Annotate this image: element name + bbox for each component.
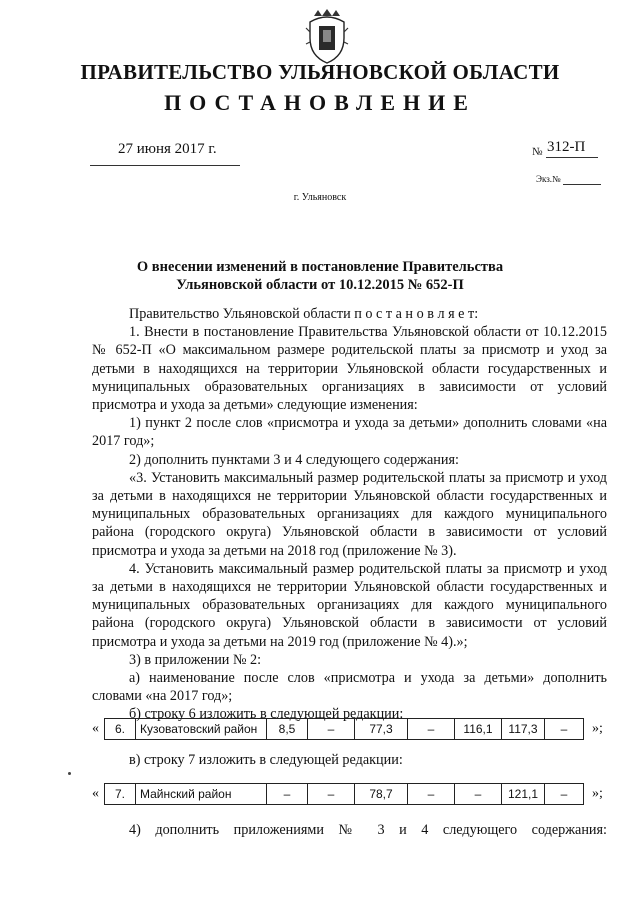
coat-of-arms-icon	[304, 8, 350, 66]
paragraph-resolves: Правительство Ульяновской области п о с т а н о в л я е т:	[129, 306, 479, 322]
table-cell: –	[308, 784, 355, 805]
document-number: 312-П	[547, 139, 586, 155]
paragraph-point-3: «3. Установить максимальный размер родительской платы за присмотр и уход за детьми в находящихся не территории Ульяновской области государственных и муниципальных образовательных организациях для каждого муниципального района (городского округа) Ульяновской области в зависимости от условий присмотра и ухода за детьми на 2018 год (приложение № 3).	[92, 469, 607, 559]
paragraph-4: 4) дополнить приложениями № 3 и 4 следующего содержания:	[129, 822, 607, 838]
scan-speck	[68, 772, 71, 775]
row-7-replacement	[92, 783, 612, 807]
table-cell: –	[308, 719, 355, 740]
row-6-table	[104, 718, 584, 740]
paragraph-1-2: 2) дополнить пунктами 3 и 4 следующего содержания:	[129, 451, 459, 468]
table-cell: 77,3	[355, 719, 408, 740]
paragraph-point-4: 4. Установить максимальный размер родительской платы за присмотр и уход за детьми в находящихся не территории Ульяновской области государственных и муниципальных образовательных организациях для каждого муниципального района (городского округа) Ульяновской области в зависимости от условий присмотра и ухода за детьми на 2019 год (приложение № 4).»;	[92, 560, 607, 650]
table-row	[105, 719, 584, 740]
table-cell: 8,5	[267, 719, 308, 740]
paragraph-1-3-v: в) строку 7 изложить в следующей редакции:	[129, 752, 403, 768]
date-underline	[90, 165, 240, 166]
document-type: ПОСТАНОВЛЕНИЕ	[164, 90, 476, 115]
copy-label: Экз.№	[536, 174, 561, 184]
row-6-replacement	[92, 718, 612, 742]
table-cell: 117,3	[502, 719, 545, 740]
table-cell: –	[408, 784, 455, 805]
table-cell: –	[408, 719, 455, 740]
row-number: 7.	[105, 784, 136, 805]
paragraph-1-3-b: б) строку 6 изложить в следующей редакции:	[129, 706, 404, 723]
organization-name: ПРАВИТЕЛЬСТВО УЛЬЯНОВСКОЙ ОБЛАСТИ	[80, 60, 560, 84]
table-row	[105, 784, 584, 805]
table-cell: 121,1	[502, 784, 545, 805]
quote-close: »;	[592, 786, 603, 801]
paragraph-1-3: 3) в приложении № 2:	[129, 651, 262, 668]
quote-close: »;	[592, 721, 603, 736]
number-label: №	[532, 146, 543, 158]
district-name: Кузоватовский район	[136, 719, 267, 740]
quote-open: «	[92, 786, 99, 801]
table-cell: 116,1	[455, 719, 502, 740]
table-cell: –	[545, 784, 584, 805]
paragraph-1: 1. Внести в постановление Правительства Ульяновской области от 10.12.2015 № 652-П «О максимальном размере родительской платы за присмотр и уход за детьми в находящихся на территории Ульяновской области государственных и муниципальных образовательных организациях в зависимости от условий присмотра и ухода за детьми» следующие изменения:	[92, 324, 607, 414]
table-cell: 78,7	[355, 784, 408, 805]
table-cell: –	[455, 784, 502, 805]
table-cell: –	[267, 784, 308, 805]
row-7-table	[104, 783, 584, 805]
copy-underline	[563, 184, 601, 185]
paragraph-1-3-a: а) наименование после слов «присмотра и ухода за детьми» дополнить словами «на 2017 год»;	[92, 670, 607, 705]
document-date: 27 июня 2017 г.	[118, 141, 217, 157]
city: г. Ульяновск	[293, 192, 347, 203]
document-body	[92, 305, 607, 724]
quote-open: «	[92, 721, 99, 736]
document-title: О внесении изменений в постановление Правительства Ульяновской области от 10.12.2015 № 652-П	[136, 259, 504, 293]
table-cell: –	[545, 719, 584, 740]
row-number: 6.	[105, 719, 136, 740]
paragraph-1-1: 1) пункт 2 после слов «присмотра и ухода за детьми» дополнить словами «на 2017 год»;	[92, 415, 607, 450]
district-name: Майнский район	[136, 784, 267, 805]
number-underline	[546, 157, 598, 158]
